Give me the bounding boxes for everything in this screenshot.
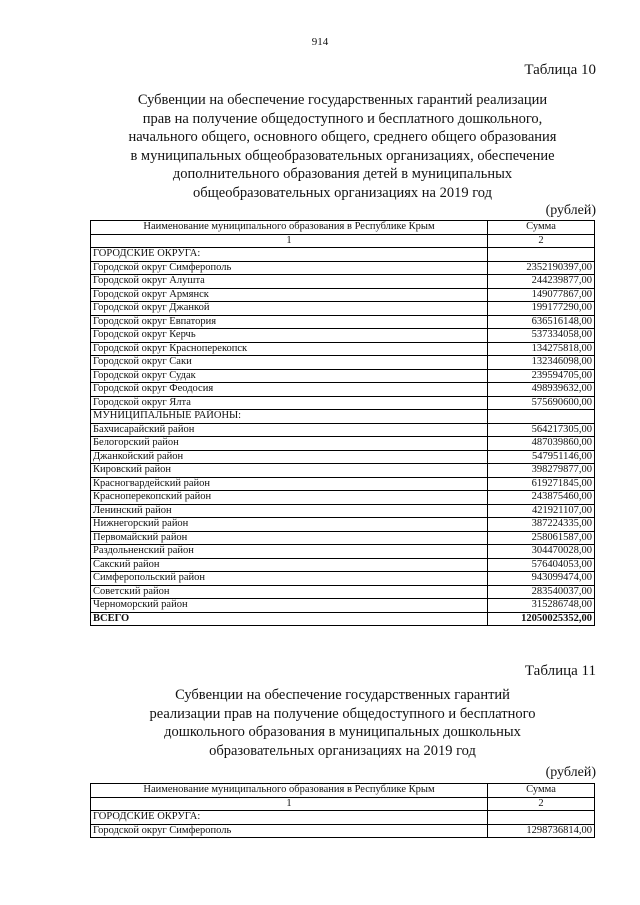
row-value: 304470028,00 <box>488 545 595 559</box>
row-name: Бахчисарайский район <box>91 423 488 437</box>
total-value: 12050025352,00 <box>488 612 595 626</box>
row-value: 619271845,00 <box>488 477 595 491</box>
column-number-row <box>91 797 595 811</box>
row-value: 943099474,00 <box>488 572 595 586</box>
header-name: Наименование муниципального образования в Республике Крым <box>91 221 488 235</box>
table-10-title-line: Субвенции на обеспечение государственных гарантий реализации <box>137 92 548 108</box>
row-value: 132346098,00 <box>488 356 595 370</box>
row-value: 283540037,00 <box>488 585 595 599</box>
table-11-title-line: Субвенции на обеспечение государственных гарантий <box>175 687 510 703</box>
table-row <box>91 464 595 478</box>
row-name: Городской округ Ялта <box>91 396 488 410</box>
table-11-title-line: образовательных организациях на 2019 год <box>209 742 476 759</box>
row-name: Первомайский район <box>91 531 488 545</box>
table-row <box>91 572 595 586</box>
row-name: Городской округ Феодосия <box>91 383 488 397</box>
table-row <box>91 585 595 599</box>
total-label: ВСЕГО <box>91 612 488 626</box>
table-row <box>91 275 595 289</box>
table-11-title-line: реализации прав на получение общедоступного и бесплатного <box>149 705 536 722</box>
row-name: Городской округ Керчь <box>91 329 488 343</box>
table-row <box>91 302 595 316</box>
table-row <box>91 342 595 356</box>
table-row <box>91 437 595 451</box>
header-sum: Сумма <box>488 221 595 235</box>
row-value: 258061587,00 <box>488 531 595 545</box>
table-row <box>91 811 595 825</box>
row-value: 149077867,00 <box>488 288 595 302</box>
table-10-units: (рублей) <box>545 203 596 218</box>
table-row <box>91 248 595 262</box>
table-row <box>91 383 595 397</box>
row-name: Нижнегорский район <box>91 518 488 532</box>
row-value: 398279877,00 <box>488 464 595 478</box>
row-value: 134275818,00 <box>488 342 595 356</box>
table-10 <box>90 220 595 626</box>
row-value: 547951146,00 <box>488 450 595 464</box>
row-value: 199177290,00 <box>488 302 595 316</box>
row-name: Советский район <box>91 585 488 599</box>
row-value: 498939632,00 <box>488 383 595 397</box>
row-name: Городской округ Симферополь <box>91 824 488 838</box>
row-name: Ленинский район <box>91 504 488 518</box>
row-value: 1298736814,00 <box>488 824 595 838</box>
table-row <box>91 315 595 329</box>
table-10-title-line: начального общего, основного общего, среднего общего образования <box>128 129 557 146</box>
row-name: Городской округ Алушта <box>91 275 488 289</box>
table-row <box>91 356 595 370</box>
row-value: 239594705,00 <box>488 369 595 383</box>
page-number: 914 <box>311 36 329 48</box>
table-row <box>91 261 595 275</box>
table-row <box>91 423 595 437</box>
table-11-caption: Таблица 11 <box>524 663 596 679</box>
table-11 <box>90 783 595 838</box>
row-name: Красногвардейский район <box>91 477 488 491</box>
table-row <box>91 504 595 518</box>
row-value: 2352190397,00 <box>488 261 595 275</box>
table-row <box>91 545 595 559</box>
row-name: Красноперекопский район <box>91 491 488 505</box>
table-10-title-line: в муниципальных общеобразовательных организациях, обеспечение <box>130 147 555 164</box>
row-value: 387224335,00 <box>488 518 595 532</box>
table-10-title-line: прав на получение общедоступного и бесплатного дошкольного, <box>142 110 543 127</box>
row-value <box>488 248 595 262</box>
column-number-row <box>91 234 595 248</box>
table-row <box>91 599 595 613</box>
table-row <box>91 477 595 491</box>
row-value: 576404053,00 <box>488 558 595 572</box>
table-row <box>91 450 595 464</box>
table-11-units: (рублей) <box>545 765 596 780</box>
column-number: 1 <box>91 234 488 248</box>
row-name: Городской округ Армянск <box>91 288 488 302</box>
table-10-caption: Таблица 10 <box>524 62 596 78</box>
column-number: 2 <box>488 234 595 248</box>
table-row <box>91 531 595 545</box>
header-sum: Сумма <box>488 784 595 798</box>
table-row <box>91 824 595 838</box>
row-name: Городской округ Евпатория <box>91 315 488 329</box>
table-10-title-line: дополнительного образования детей в муниципальных <box>172 166 513 183</box>
table-header-row <box>91 784 595 798</box>
row-name: Городской округ Джанкой <box>91 302 488 316</box>
row-value <box>488 811 595 825</box>
table-row <box>91 558 595 572</box>
row-value: 421921107,00 <box>488 504 595 518</box>
row-name: Городской округ Красноперекопск <box>91 342 488 356</box>
row-value: 575690600,00 <box>488 396 595 410</box>
row-name: Симферопольский район <box>91 572 488 586</box>
table-row <box>91 329 595 343</box>
table-row <box>91 518 595 532</box>
row-name: Черноморский район <box>91 599 488 613</box>
table-10-title-line: общеобразовательных организациях на 2019 год <box>192 184 493 201</box>
header-name: Наименование муниципального образования в Республике Крым <box>91 784 488 798</box>
row-name: Городской округ Саки <box>91 356 488 370</box>
table-11-title <box>90 686 595 760</box>
row-value: 244239877,00 <box>488 275 595 289</box>
row-name: ГОРОДСКИЕ ОКРУГА: <box>91 248 488 262</box>
row-value: 315286748,00 <box>488 599 595 613</box>
row-value: 636516148,00 <box>488 315 595 329</box>
row-value: 564217305,00 <box>488 423 595 437</box>
row-value <box>488 410 595 424</box>
row-name: Джанкойский район <box>91 450 488 464</box>
table-header-row <box>91 221 595 235</box>
column-number: 1 <box>91 797 488 811</box>
column-number: 2 <box>488 797 595 811</box>
row-value: 537334058,00 <box>488 329 595 343</box>
table-row <box>91 396 595 410</box>
row-name: ГОРОДСКИЕ ОКРУГА: <box>91 811 488 825</box>
row-name: Белогорский район <box>91 437 488 451</box>
row-name: Кировский район <box>91 464 488 478</box>
total-row <box>91 612 595 626</box>
row-value: 487039860,00 <box>488 437 595 451</box>
table-row <box>91 369 595 383</box>
table-10-title <box>90 91 595 203</box>
table-row <box>91 491 595 505</box>
row-name: МУНИЦИПАЛЬНЫЕ РАЙОНЫ: <box>91 410 488 424</box>
table-row <box>91 288 595 302</box>
row-name: Городской округ Судак <box>91 369 488 383</box>
row-name: Раздольненский район <box>91 545 488 559</box>
table-row <box>91 410 595 424</box>
table-11-title-line: дошкольного образования в муниципальных дошкольных <box>164 724 521 741</box>
row-name: Городской округ Симферополь <box>91 261 488 275</box>
row-value: 243875460,00 <box>488 491 595 505</box>
row-name: Сакский район <box>91 558 488 572</box>
